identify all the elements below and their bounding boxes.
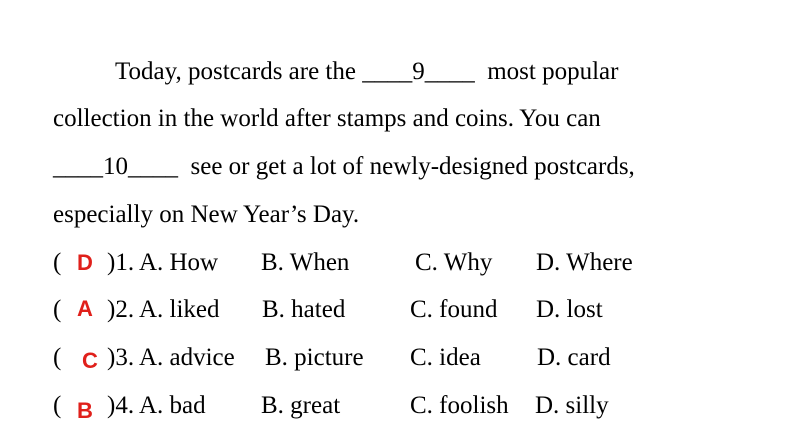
option-b: B. hated — [262, 296, 346, 323]
option-c: C. idea — [410, 344, 481, 371]
answer-mark: B — [77, 398, 93, 423]
answer-mark: D — [77, 250, 93, 275]
option-b: B. When — [261, 249, 350, 276]
passage-line-3: ____10____ see or get a lot of newly-designed postcards, — [53, 153, 635, 180]
question-open-paren: ( — [53, 249, 62, 276]
passage-line-1: Today, postcards are the ____9____ most popular — [115, 58, 619, 85]
question-open-paren: ( — [53, 296, 62, 323]
answer-mark: C — [82, 348, 98, 373]
question-number-option-a: )2. A. liked — [107, 296, 220, 323]
option-c: C. found — [410, 296, 498, 323]
question-number-option-a: )1. A. How — [107, 249, 219, 276]
question-open-paren: ( — [53, 392, 62, 419]
question-open-paren: ( — [53, 344, 62, 371]
passage-line-2: collection in the world after stamps and coins. You can — [53, 105, 601, 132]
passage-line-4: especially on New Year’s Day. — [53, 201, 360, 228]
option-d: D. lost — [536, 296, 603, 323]
option-c: C. Why — [415, 249, 493, 276]
option-d: D. silly — [535, 392, 609, 419]
option-d: D. Where — [536, 249, 633, 276]
option-b: B. great — [261, 392, 341, 419]
answer-mark: A — [77, 296, 93, 321]
question-number-option-a: )4. A. bad — [107, 392, 206, 419]
option-b: B. picture — [265, 344, 364, 371]
option-d: D. card — [537, 344, 611, 371]
question-number-option-a: )3. A. advice — [107, 344, 235, 371]
option-c: C. foolish — [410, 392, 509, 419]
